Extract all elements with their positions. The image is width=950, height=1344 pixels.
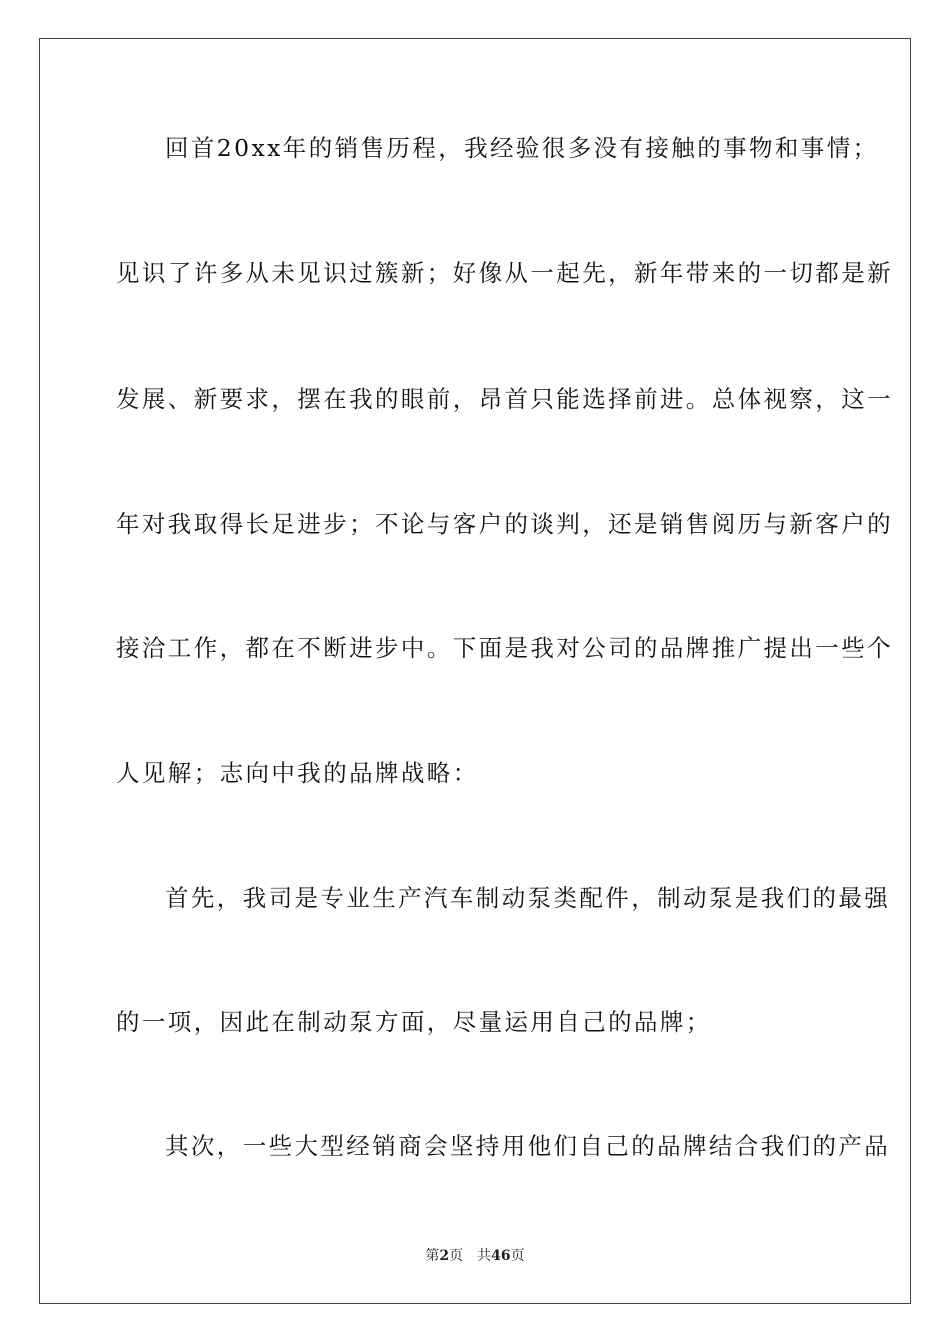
paragraph-line: 首先，我司是专业生产汽车制动泵类配件，制动泵是我们的最强 [165, 884, 891, 912]
page-number: 2 [439, 1248, 450, 1264]
page-border [39, 38, 911, 1304]
total-prefix: 共 [477, 1248, 492, 1264]
paragraph-line: 的一项，因此在制动泵方面，尽量运用自己的品牌； [116, 1008, 712, 1036]
paragraph-line: 人见解；志向中我的品牌战略： [116, 759, 479, 787]
page-prefix: 第 [425, 1248, 440, 1264]
paragraph-line: 回首20xx年的销售历程，我经验很多没有接触的事物和事情； [165, 134, 879, 162]
paragraph-line: 见识了许多从未见识过簇新；好像从一起先，新年带来的一切都是新 [116, 259, 893, 287]
paragraph-line: 年对我取得长足进步；不论与客户的谈判，还是销售阅历与新客户的 [116, 510, 893, 538]
page-footer [0, 1247, 950, 1265]
paragraph-line: 其次，一些大型经销商会坚持用他们自己的品牌结合我们的产品 [165, 1132, 891, 1160]
paragraph-line: 接洽工作，都在不断进步中。下面是我对公司的品牌推广提出一些个 [116, 634, 893, 662]
page-suffix: 页 [449, 1248, 464, 1264]
paragraph-line: 发展、新要求，摆在我的眼前，昂首只能选择前进。总体视察，这一 [116, 385, 893, 413]
total-suffix: 页 [510, 1248, 525, 1264]
total-pages: 46 [491, 1248, 511, 1264]
